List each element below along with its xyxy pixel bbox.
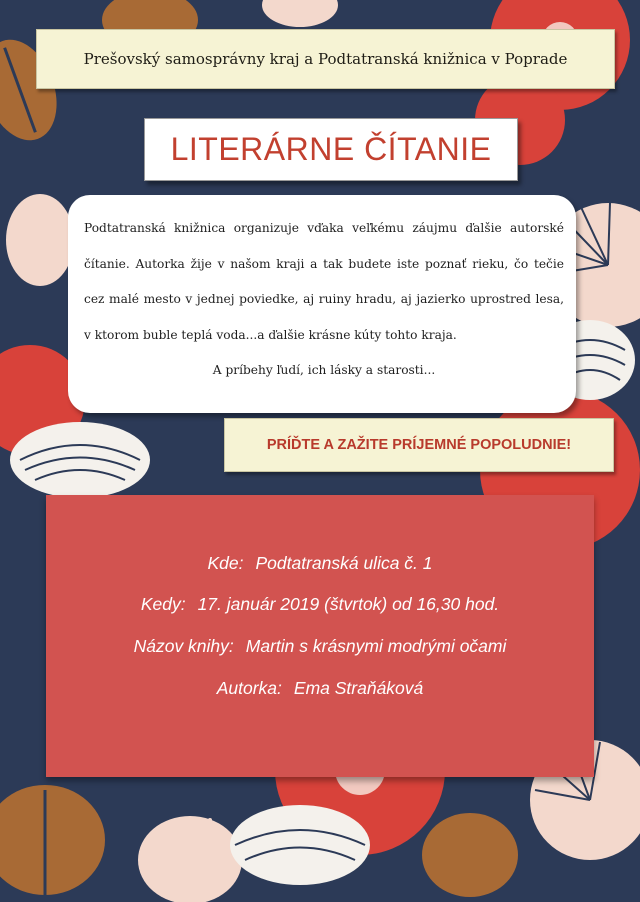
description-box <box>68 195 576 413</box>
detail-book <box>46 636 594 657</box>
book-value: Martin s krásnymi modrými očami <box>245 636 507 656</box>
author-value: Ema Straňáková <box>293 678 424 698</box>
book-label: Názov knihy: <box>133 636 234 656</box>
moth-bottom <box>230 805 370 885</box>
organizers-text: Prešovský samosprávny kraj a Podtatranská knižnica v Poprade <box>83 50 568 68</box>
page-title: LITERÁRNE ČÍTANIE <box>170 131 492 167</box>
call-to-action-text: PRÍĎTE A ZAŽITE PRÍJEMNÉ POPOLUDNIE! <box>266 437 572 453</box>
title-box <box>144 118 518 181</box>
where-label: Kde: <box>207 553 244 573</box>
call-to-action-banner <box>224 418 614 472</box>
event-details-panel <box>46 495 594 777</box>
when-value: 17. január 2019 (štvrtok) od 16,30 hod. <box>197 594 500 614</box>
where-value: Podtatranská ulica č. 1 <box>255 553 433 573</box>
description-closing: A príbehy ľudí, ich lásky a starosti... <box>212 363 436 377</box>
detail-where <box>46 553 594 574</box>
when-label: Kedy: <box>140 594 186 614</box>
author-label: Autorka: <box>216 678 282 698</box>
moth-left <box>10 422 150 498</box>
detail-when <box>46 594 594 615</box>
description-paragraph: Podtatranská knižnica organizuje vďaka veľkému záujmu ďalšie autorské čítanie. Autorka žije v našom kraji a tak budete iste poznať rieku, čo tečie cez malé mesto v jednej poviedke, aj ruiny hradu, aj jazierko uprostred lesa, v ktorom buble teplá voda...a ďalšie krásne kúty tohto kraja. <box>84 221 564 342</box>
organizers-banner <box>36 29 615 89</box>
detail-author <box>46 678 594 699</box>
